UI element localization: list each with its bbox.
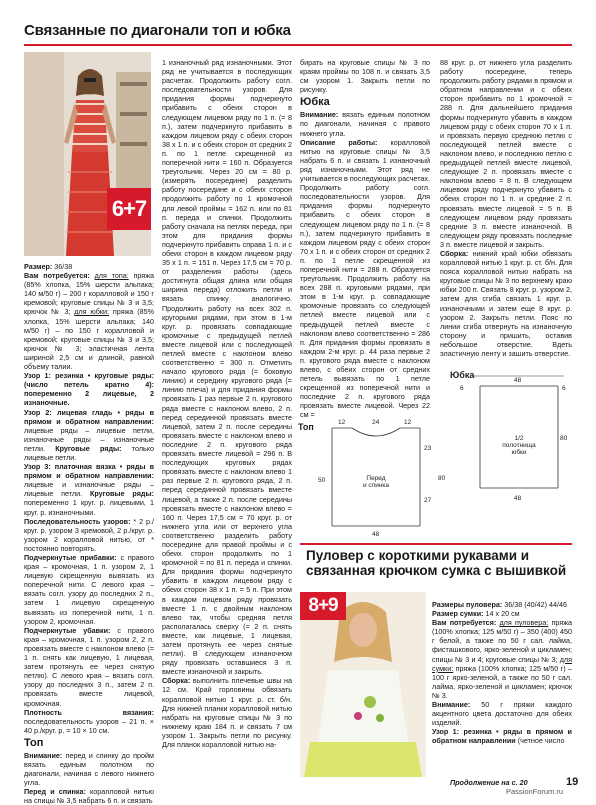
pattern-3-round-label: Круговые ряды: bbox=[82, 489, 154, 499]
pullover-title-line bbox=[300, 543, 572, 545]
size-label: Размер: bbox=[24, 262, 53, 271]
skirt-note-heading: Внимание: bbox=[300, 110, 339, 120]
pattern-1-text: • круговые ряды: (число петель кратно 4): попеременно 2 лицевые, 2 изнаночные. bbox=[24, 371, 154, 408]
skirt-assembly-text: нижний край юбки обвязать коралловой нитью 1 круг. р. ст. б/н. Для пояса коралловой нитью набрать на круговые спицы № 3 по верхнему краю юбки 200 п. Связать 8 круг. р. узором 2, затем для сгиба связать 1 круг. р. изнаночными и затем еще 8 круг. р. узором 2. Закрыть петли. Пояс по линии сгиба отвернуть на изнаночную сторону и пришить, оставив небольшое отверстие. Вдеть эластичную ленту и зашить отверстие. bbox=[440, 248, 572, 358]
bag-size-value: 14 х 20 см bbox=[483, 609, 520, 619]
pullover-materials-text: пряжа (100% хлопка; 125 м/50 г) – 350 (400) 450 г белой, а также по 50 г сал. лайма, фисташкового, ярко-зеленой и цикламен; спицы № 3 и 4; круговые спицы № 3; bbox=[432, 618, 573, 664]
bag-size-heading: Размер сумки: bbox=[432, 609, 484, 619]
materials-heading: Вам потребуется: bbox=[24, 271, 90, 281]
top-side-length: 27 bbox=[424, 497, 432, 504]
skirt-top-width: 48 bbox=[514, 377, 522, 384]
top-neck-width: 24 bbox=[372, 419, 380, 426]
bag-materials-label: для сумки: bbox=[432, 654, 573, 673]
skirt-note-text: вязать единым полотном по диагонали, начиная с правого нижнего угла. bbox=[300, 110, 430, 138]
skirt-assembly-heading: Сборка: bbox=[440, 248, 469, 258]
materials-skirt-label: для юбки: bbox=[74, 307, 110, 317]
article-title-pullover: Пуловер с короткими рукавами и связанная крючком сумка с вышивкой bbox=[306, 548, 567, 578]
title-underline bbox=[24, 44, 572, 46]
pattern-2-text: лицевые ряды – лицевые петли, изнаночные ряды – изнаночные петли. bbox=[24, 425, 154, 453]
skirt-schema-label: Юбка bbox=[450, 370, 475, 380]
pattern-schematic bbox=[296, 370, 568, 540]
section-heading-top: Топ bbox=[24, 736, 44, 749]
pullover-pattern-1-heading: Узор 1: bbox=[432, 727, 460, 737]
gauge-heading: Плотность вязания: bbox=[24, 707, 154, 717]
column-5 bbox=[432, 600, 572, 776]
pattern-3-heading: Узор 3: платочная вязка bbox=[24, 462, 116, 472]
top-assembly-heading: Сборка: bbox=[162, 676, 191, 686]
pattern-3-round-text: попеременно 1 круг. р. лицевыми, 1 круг. р. изнаночными. bbox=[24, 498, 154, 517]
top-shoulder-left: 12 bbox=[338, 419, 346, 426]
pattern-3-subheading: • ряды в прямом и обратном направлении: bbox=[24, 462, 154, 481]
pattern-number-badge-pullover: 8+9 bbox=[300, 592, 346, 620]
increase-text: с правого края – кромочная, 1 п. узором 2, 1 лицевую скрещенную вывязать из поперечной нити. С левого края – вязать согл. узору до последних 2 п., затем 1 лицевую скрещенную вывязать из поперечной нити, 1 п. узором 2, кромочная. bbox=[24, 553, 154, 626]
skirt-inner-label-1: 1/2 полотнища юбки bbox=[502, 435, 536, 456]
pullover-pattern-1-text: резинка • ряды в прямом и обратном направлении bbox=[432, 727, 572, 746]
top-schema-label: Топ bbox=[298, 422, 314, 432]
column-3 bbox=[300, 58, 430, 420]
pullover-materials-label: для пуловера: bbox=[499, 618, 549, 628]
pullover-note-heading: Внимание: bbox=[432, 700, 471, 710]
decrease-heading: Подчеркнутые убавки: bbox=[24, 625, 111, 635]
skirt-side-left: 6 bbox=[460, 385, 464, 392]
top-bottom-width: 48 bbox=[372, 531, 380, 538]
top-armhole-text: бирать на круговые спицы № 3 по краям проймы по 108 п. и связать 3,5 см узором 1. Закрыть петли по рисунку. bbox=[300, 58, 430, 95]
skirt-bottom-width: 48 bbox=[514, 495, 522, 502]
bag-materials-text: пряжа (100% хлопка; 125 м/50 г) – 100 г ярко-зеленой, а также по 50 г сал. лайма, ярко-зеленой и цикламен; крючок № 3. bbox=[432, 663, 572, 700]
page-number: 19 bbox=[566, 776, 579, 788]
article-title-top-skirt: Связанные по диагонали топ и юбка bbox=[24, 22, 291, 39]
pullover-pattern-1-tail: (четное число bbox=[515, 736, 565, 746]
pullover-sizes-value: 36/38 (40/42) 44/46 bbox=[502, 600, 567, 609]
front-back-text: коралловой нитью на спицы № 3,5 набрать 6 п. и связать bbox=[24, 787, 154, 805]
gauge-text: последовательность узоров – 21 п. × 40 р./круг. р. = 10 × 10 см. bbox=[24, 716, 154, 735]
pattern-2-heading: Узор 2: лицевая гладь bbox=[24, 407, 113, 417]
skirt-work-text: коралловой нитью на круговые спицы № 3,5 набрать 6 п. и связать 1 изнаночный ряд изнаночными. Этот ряд не учитывается в последующих расчетах. Продолжить работу согл. последовательности узоров. Для придания формы подчеркнуто прибавить с обеих сторон в следующем лицевом ряду по 1 п. (= 8 п.), затем подчеркнуто прибавить в каждом лицевом ряду с обеих сторон 70 х 1 п. и с обеих сторон от средних 2 п. по 1 петле скрещенной из поперечной нити = 288 п. Образуется треугольник. Продолжить работу на всех 288 п. круговыми рядами, при этом в 1-м круг. р. совпадающие кромочные провязать со следующей петлей вместе лицевой или с предыдущей петлей вместе с наклоном влево соответственно = 286 п. Для придания формы провязать в каждом 2-м круг. р. 44 раза первые 2 п. кругового ряда вместе с наклоном влево, с обеих сторон от средних петель вывязать по 1 петле скрещенной из поперечной нити и последние 2 п. кругового ряда провязать вместе лицевой. Через 22 см = bbox=[300, 137, 430, 420]
skirt-side-right: 6 bbox=[562, 385, 566, 392]
size-value: 36/38 bbox=[52, 262, 73, 271]
section-heading-skirt: Юбка bbox=[300, 96, 330, 109]
pullover-note-text: 50 г пряжи каждого акцентного цвета достаточно для обеих изделий. bbox=[432, 700, 572, 728]
column-1 bbox=[24, 262, 155, 805]
materials-top-text: пряжа (85% хлопка, 15% шерсти альпака; 140 м/50 г) – 200 г коралловой и 150 г кремовой; круговые спицы № 3 и 3,5; крючок № 3; bbox=[24, 271, 155, 317]
materials-top-label: для топа: bbox=[94, 271, 129, 281]
top-diagonal-length: 80 bbox=[438, 475, 446, 482]
sequence-heading: Последовательность узоров: bbox=[24, 516, 131, 526]
top-assembly-text: выполнить плечевые швы на 12 см. Край горловины обвязать коралловой нитью 1 круг. р. ст. б/н. Для нижней планки коралловой нитью набрать на круговые спицы № 3 по нижнему краю 184 п. и связать 7 см узором 1. Закрыть петли по рисунку. Для планок коралловой нитью на- bbox=[162, 676, 292, 750]
decrease-text: с правого края – кромочная, 1 п. узором 2, 2 п. провязать вместе с наклоном влево (= 1 п. снять как лицевую, 1 лицевая, затем протянуть ее через снятую петлю). С левого края – вязать согл. узору до последних 3 п., затем 2 п. провязать вместе лицевой, кромочная. bbox=[24, 625, 155, 708]
top-note-heading: Внимание: bbox=[24, 750, 63, 760]
continued-note: Продолжение на с. 20 bbox=[450, 778, 528, 787]
top-total-length: 50 bbox=[318, 477, 326, 484]
pullover-materials-heading: Вам потребуется: bbox=[432, 618, 497, 628]
top-armhole-depth: 23 bbox=[424, 445, 432, 452]
pullover-sizes-heading: Размеры пуловера: bbox=[432, 600, 503, 609]
watermark: PassionForum.ru bbox=[506, 787, 564, 796]
top-inner-label: Перед и спинка bbox=[362, 475, 390, 489]
column-4 bbox=[440, 58, 572, 370]
pattern-2-round-text: только лицевые петли. bbox=[24, 443, 154, 462]
materials-skirt-text: пряжа (85% хлопка, 15% шерсти альпака; 140 м/50 г) – по 150 г коралловой и кремовой; круговые спицы № 3 и 3,5; крючок № 3; эластичная лента шириной 2,5 см и длиной, равной объему талии. bbox=[24, 307, 154, 372]
skirt-height: 80 bbox=[560, 435, 568, 442]
pattern-1-heading: Узор 1: резинка bbox=[24, 371, 84, 381]
top-shoulder-right: 12 bbox=[404, 419, 412, 426]
top-note-text: перед и спинку до пройм вязать единым полотном по диагонали, начиная с левого нижнего угла. bbox=[24, 750, 154, 788]
skirt-work-heading: Описание работы: bbox=[300, 137, 378, 147]
sequence-text: * 2 р./круг. р. узором 3 кремовой, 2 р./круг. р. узором 2 коралловой нитью, от * постоянно повторять. bbox=[24, 516, 154, 553]
top-instructions-text: 1 изнаночный ряд изнаночными. Этот ряд не учитывается в последующих расчетах. Продолжить работу согл. последовательности узоров. Для придания формы подчеркнуто прибавить с обеих сторон в следующем лицевом ряду по 1 п. (= 8 п.), затем подчеркнуто прибавить в каждом лицевом ряду с обеих сторон 38 х 1 п. и с обеих сторон от средних 2 п. по 1 петле скрещенной из поперечной нити = 160 п. Образуется треугольник. Через 20 см = 80 р. (измерять посередине) разделить работу посередине и с обеих сторон продолжить работу по 1 кромочной для левой проймы = 162 п. или по 81 п. переда и спинки. Продолжить работу сначала на петлях переда, при этом для придания формы подчеркнуто прибавить справа 1 п. и с обеих сторон в каждом лицевом ряду 35 х 1 п. = 151 п. Через 17,5 см = 70 р. от разделения работы (здесь достигнута общая длина или общая ширина переда) отложить петли и вязать спинку аналогично. Продолжить работу на всех 302 п. кругорыми рядами, при этом в 1-м круг. р. провязать совпадающие кромочные с предыдущей петлей вместе лицевой или с последующей петлей вместе с наклоном влево соответственно = 300 п. Отметить начало кругового ряда (= боковую линию) и середину кругового ряда (= линию плеча) и для придания формы провязать 1 раз первые 2 п. кругового ряда вместе с наклоном влево, 2 п. перед серединной провязать вместе лицевой, затем 2 п. после середины провязать вместе с наклоном влево и последние 2 п. кругового ряда провязать вместе лицевой = 296 п. В последующих круговых рядах провязать вместе с наклоном влево 1 раз первые 2 п. кругового ряда, 2 п. перед серединной провязать вместе лицевой, а также 2 п. после середины провязать вместе с наклоном влево = 160 п. Через 17,5 см = 70 круг. р. от нижнего угла или от верхнего угла соответственно разделить работу посередине для правой проймы и с обеих сторон продолжить по 1 кромочной = по 81 п. переда и спинки. Для придания формы подчеркнуто убавить в каждом лицевом ряду с обеих сторон 38 х 1 п. = 5 п. При этом в каждом лицевом ряду провязать вместе 1 п. с двойным наклоном влево так, чтобы средняя петля располагалась сверху (= 2 п. снять вместе, как лицевые, 1 лицевая, затем протянуть ее через снятые петли). В следующем изнаночном ряду провязать оставшиеся 3 п. вместе изнаночной и закрыть. bbox=[162, 58, 292, 677]
skirt-continued-text: 88 круг. р. от нижнего угла разделить работу посередине, теперь продолжить работу рядами в прямом и обратном направлении и с обеих сторон прибавить по 1 кромочной = 288 п. Для дальнейшего придания формы подчеркнуто убавить в каждом лицевом ряду с обеих сторон 70 х 1 п. и провязать первую среднюю петлю с последующей петлей вместе с наклоном влево, и последнюю петлю с предыдущей петлей вместе лицевой, следующие 2 п. провязать вместе с наклоном влево = 8 п. В следующем лицевом ряду подчеркнуто убавить с обеих сторон по 1 п. и средние 2 п. провязать вместе лицевой = 5 п. В следующем лицевом ряду провязать средние 3 п. вместе изнаночной. В следующем ряду провязать последние 3 п. вместе лицевой и закрыть. bbox=[440, 58, 572, 249]
pattern-number-badge-top: 6+7 bbox=[107, 188, 151, 230]
increase-heading: Подчеркнутые прибавки: bbox=[24, 553, 117, 562]
pattern-3-text: лицевые и изнаночные ряды – лицевые петли. bbox=[24, 480, 154, 499]
pattern-2-subheading: • ряды в прямом и обратном направлении: bbox=[24, 407, 154, 426]
front-back-heading: Перед и спинка: bbox=[24, 787, 86, 797]
pattern-2-round-label: Круговые ряды: bbox=[45, 443, 122, 453]
column-2 bbox=[162, 58, 292, 790]
